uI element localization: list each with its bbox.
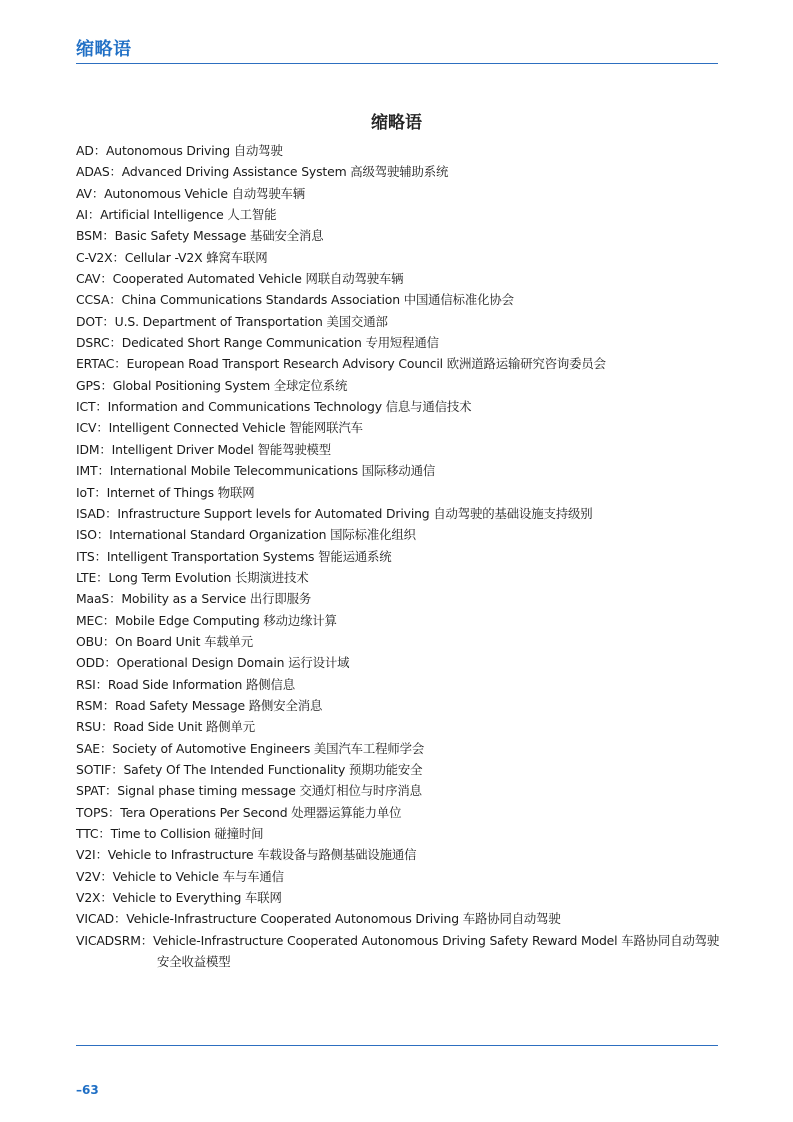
abbreviation-item: LTE：Long Term Evolution 长期演进技术	[76, 569, 309, 585]
abbreviation-item: ISO：International Standard Organization 国际标准化组织	[76, 527, 416, 543]
abbreviation-item: SPAT：Signal phase timing message 交通灯相位与时序消息	[76, 783, 422, 799]
abbreviation-item: ADAS：Advanced Driving Assistance System 高级驾驶辅助系统	[76, 164, 449, 180]
abbreviation-item: ICV：Intelligent Connected Vehicle 智能网联汽车	[76, 420, 363, 436]
abbreviation-item: RSM：Road Safety Message 路侧安全消息	[76, 697, 323, 713]
running-header-title: 缩略语	[76, 39, 132, 60]
abbreviation-item: TOPS：Tera Operations Per Second 处理器运算能力单位	[76, 804, 402, 820]
abbreviation-item: SAE：Society of Automotive Engineers 美国汽车工程师学会	[76, 740, 425, 756]
abbreviation-item: OBU：On Board Unit 车载单元	[76, 633, 254, 649]
abbreviation-item: CAV：Cooperated Automated Vehicle 网联自动驾驶车辆	[76, 271, 404, 287]
abbreviation-item: ODD：Operational Design Domain 运行设计域	[76, 655, 350, 671]
abbreviation-item: C-V2X：Cellular -V2X 蜂窝车联网	[76, 249, 268, 265]
abbreviation-item: BSM：Basic Safety Message 基础安全消息	[76, 228, 324, 244]
abbreviation-item: V2I：Vehicle to Infrastructure 车载设备与路侧基础设施通信	[76, 847, 417, 863]
footer-divider	[76, 1045, 718, 1046]
abbreviation-item: MEC：Mobile Edge Computing 移动边缘计算	[76, 612, 337, 628]
abbreviation-item: V2X：Vehicle to Everything 车联网	[76, 890, 282, 906]
abbreviation-item: IDM：Intelligent Driver Model 智能驾驶模型	[76, 441, 332, 457]
abbreviation-item: CCSA：China Communications Standards Association 中国通信标准化协会	[76, 292, 514, 308]
page-number: –63	[76, 1083, 99, 1097]
abbreviation-item: IMT：International Mobile Telecommunications 国际移动通信	[76, 463, 436, 479]
abbreviation-item: AD：Autonomous Driving 自动驾驶	[76, 143, 283, 158]
abbreviation-item: AV：Autonomous Vehicle 自动驾驶车辆	[76, 185, 306, 201]
header-divider	[76, 63, 718, 64]
abbreviation-item: RSU：Road Side Unit 路侧单元	[76, 719, 255, 735]
abbreviation-item: V2V：Vehicle to Vehicle 车与车通信	[76, 868, 284, 884]
abbreviation-item: ICT：Information and Communications Technology 信息与通信技术	[76, 399, 472, 415]
abbreviation-item: IoT：Internet of Things 物联网	[76, 484, 255, 500]
abbreviation-item: TTC：Time to Collision 碰撞时间	[76, 826, 264, 841]
abbreviation-item: DSRC：Dedicated Short Range Communication 专用短程通信	[76, 335, 439, 351]
abbreviation-item: DOT：U.S. Department of Transportation 美国交通部	[76, 313, 388, 329]
abbreviation-item-last	[76, 930, 726, 973]
abbreviation-line: VICADSRM：Vehicle-Infrastructure Cooperated Autonomous Driving Safety Reward Model 车路协同自动驾驶	[76, 932, 720, 948]
abbreviation-item: ISAD：Infrastructure Support levels for Automated Driving 自动驾驶的基础设施支持级别	[76, 505, 593, 521]
abbreviation-item: VICAD：Vehicle-Infrastructure Cooperated Autonomous Driving 车路协同自动驾驶	[76, 911, 561, 927]
abbreviation-list	[76, 140, 726, 972]
abbreviation-line-continuation: 安全收益模型	[157, 954, 231, 970]
abbreviation-item: GPS：Global Positioning System 全球定位系统	[76, 377, 348, 393]
abbreviation-item: MaaS：Mobility as a Service 出行即服务	[76, 591, 312, 607]
abbreviation-item: ERTAC：European Road Transport Research Advisory Council 欧洲道路运输研究咨询委员会	[76, 356, 606, 372]
page-title: 缩略语	[371, 113, 422, 133]
abbreviation-item: ITS：Intelligent Transportation Systems 智能运通系统	[76, 548, 392, 564]
abbreviation-item: RSI：Road Side Information 路侧信息	[76, 676, 296, 692]
abbreviation-item: AI：Artificial Intelligence 人工智能	[76, 207, 277, 223]
abbreviation-item: SOTIF：Safety Of The Intended Functionality 预期功能安全	[76, 761, 423, 777]
